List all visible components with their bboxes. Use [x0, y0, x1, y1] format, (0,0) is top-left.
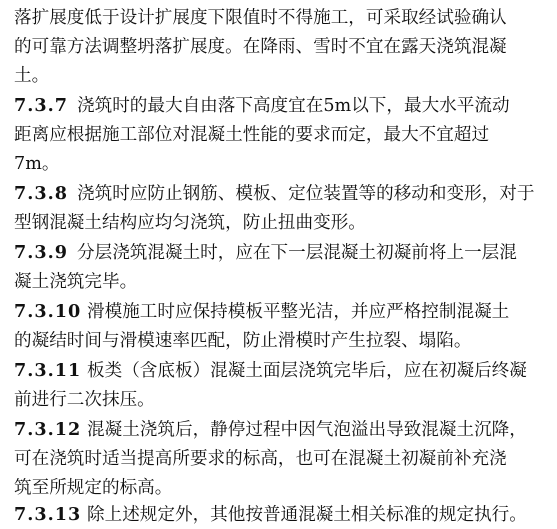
clause-7-3-12-line-3: 筑至所规定的标高。 — [14, 478, 173, 498]
clause-text: 滑模施工时应保持模板平整光洁，并应严格控制混凝土 — [87, 302, 510, 322]
clause-7-3-7-line-3: 7m。 — [14, 154, 60, 174]
clause-7-3-13-line-1 — [14, 501, 527, 529]
clause-7-3-8-line-2: 型钢混凝土结构应均匀浇筑，防止扭曲变形。 — [14, 213, 366, 233]
clause-text: 混凝土浇筑后，静停过程中因气泡溢出导致混凝土沉降， — [87, 420, 527, 440]
clause-7-3-10-line-1 — [14, 298, 509, 326]
clause-text: 板类（含底板）混凝土面层浇筑完毕后，应在初凝后终凝 — [87, 361, 527, 381]
clause-number: 7.3.8 — [14, 183, 68, 204]
clause-7-3-11-line-2: 前进行二次抹压。 — [14, 390, 155, 410]
intro-line-2: 的可靠方法调整坍落扩展度。在降雨、雪时不宜在露天浇筑混凝 — [14, 37, 507, 57]
clause-7-3-9-line-1 — [14, 239, 517, 267]
clause-7-3-7-line-2: 距离应根据施工部位对混凝土性能的要求而定，最大不宜超过 — [14, 125, 490, 145]
clause-number: 7.3.7 — [14, 95, 68, 116]
clause-number: 7.3.9 — [14, 242, 68, 263]
clause-7-3-7-line-1 — [14, 92, 510, 120]
clause-7-3-9-line-2: 凝土浇筑完毕。 — [14, 272, 138, 292]
clause-number: 7.3.10 — [14, 301, 82, 322]
clause-7-3-12-line-2: 可在浇筑时适当提高所要求的标高，也可在混凝土初凝前补充浇 — [14, 449, 507, 469]
intro-line-3: 土。 — [14, 66, 50, 86]
clause-text: 分层浇筑混凝土时，应在下一层混凝土初凝前将上一层混 — [77, 243, 517, 263]
clause-number: 7.3.13 — [14, 504, 82, 525]
clause-number: 7.3.12 — [14, 419, 82, 440]
clause-text: 浇筑时的最大自由落下高度宜在5m以下，最大水平流动 — [77, 96, 510, 116]
clause-7-3-8-line-1 — [14, 180, 534, 208]
clause-number: 7.3.11 — [14, 360, 82, 381]
clause-7-3-10-line-2: 的凝结时间与滑模速率匹配，防止滑模时产生拉裂、塌陷。 — [14, 331, 472, 351]
clause-7-3-12-line-1 — [14, 416, 527, 444]
clause-text: 浇筑时应防止钢筋、模板、定位装置等的移动和变形，对于 — [77, 184, 535, 204]
intro-line-1: 落扩展度低于设计扩展度下限值时不得施工，可采取经试验确认 — [14, 8, 507, 28]
clause-text: 除上述规定外，其他按普通混凝土相关标准的规定执行。 — [87, 505, 527, 525]
clause-7-3-11-line-1 — [14, 357, 527, 385]
